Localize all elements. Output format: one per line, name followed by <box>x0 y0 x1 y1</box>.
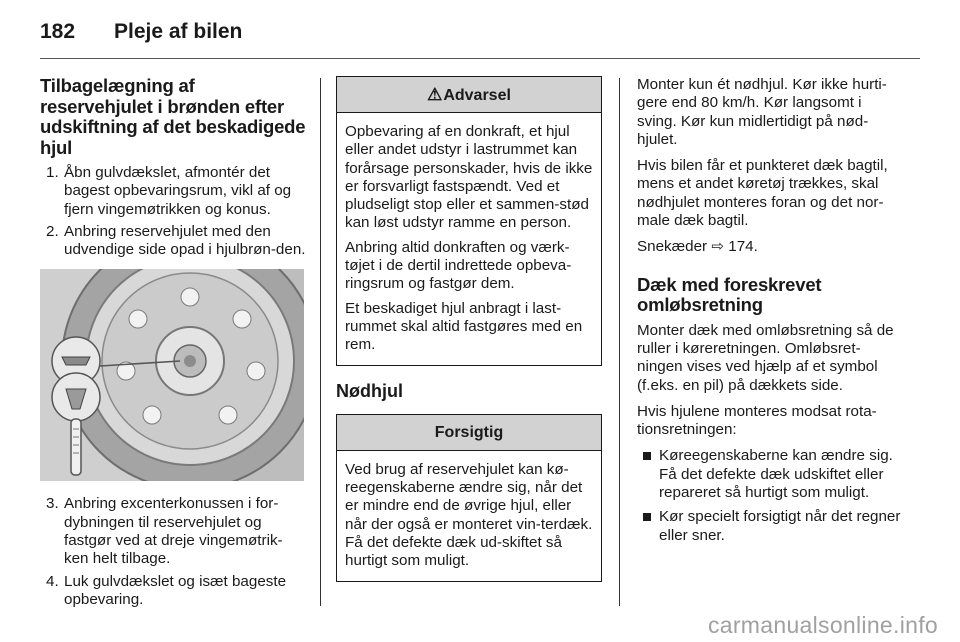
step-text: Anbring excenterkonussen i for-dybningen til reservehjulet og fastgør ved at dreje vingemøtrik-ken helt tilbage. <box>64 495 283 568</box>
section-heading-emergency-wheel: Nødhjul <box>336 380 403 401</box>
page-number: 182 <box>40 20 76 43</box>
step-item <box>40 495 306 568</box>
column-divider-1 <box>320 78 321 606</box>
paragraph: Monter dæk med omløbsretning så de ruller i køreretningen. Omløbsret-ningen vises ved hjælp af et symbol (f.eks. en pil) på dækkets side. <box>637 321 894 394</box>
spare-wheel-illustration <box>40 269 304 481</box>
watermark: carmanualsonline.info <box>707 612 938 638</box>
caution-paragraph: Ved brug af reservehjulet kan kø-reegenskaberne ændre sig, når det er mindre end de øvrige hjul, eller når der også er monteret vin-terdæk. Få det defekte dæk ud-skiftet så hurtigt som muligt. <box>345 460 593 570</box>
caution-body <box>337 451 601 581</box>
bullet-square-icon <box>643 513 651 521</box>
paragraph: Monter kun ét nødhjul. Kør ikke hurti-gere end 80 km/h. Kør langsomt i sving. Kør kun midlertidigt på nød-hjulet. <box>637 76 887 148</box>
step-text: Åbn gulvdækslet, afmontér det bagest opbevaringsrum, vikl af og fjern vingemøtrikken og konus. <box>64 164 292 218</box>
paragraph: Hvis bilen får et punkteret dæk bagtil, mens et andet køretøj trækkes, skal nødhjulet monteres foran og det nor-male dæk bagtil. <box>637 157 888 230</box>
step-number: 4. <box>46 572 59 590</box>
warning-box <box>336 76 602 366</box>
bullet-text: Kør specielt forsigtigt når det regner eller sner. <box>659 508 901 544</box>
step-item <box>40 573 306 610</box>
page-title: Pleje af bilen <box>114 20 243 43</box>
section-heading-spare-wheel: Tilbagelægning af reservehjulet i brønden efter udskiftning af det beskadigede hjul <box>40 75 306 158</box>
reference-page-link[interactable]: 174. <box>728 238 758 256</box>
page-header <box>40 20 920 48</box>
header-rule <box>40 58 920 59</box>
warning-body <box>337 113 601 365</box>
warning-header <box>337 77 601 113</box>
spare-wheel-drawing <box>40 269 304 481</box>
caution-header: Forsigtig <box>337 415 601 451</box>
step-number: 2. <box>46 222 59 240</box>
paragraph: Hvis hjulene monteres modsat rota-tionsretningen: <box>637 402 877 439</box>
step-text: Luk gulvdækslet og isæt bageste opbevaring. <box>64 572 287 608</box>
column-1 <box>40 76 306 613</box>
step-item <box>40 223 306 260</box>
bullet-square-icon <box>643 452 651 460</box>
caution-box <box>336 414 602 582</box>
warning-title: Advarsel <box>443 87 511 104</box>
warning-paragraph: Et beskadiget hjul anbragt i last-rummet skal altid fastgøres med en rem. <box>345 299 583 354</box>
warning-paragraph: Anbring altid donkraften og værk-tøjet i de dertil indrettede opbeva-ringsrum og fastgør dem. <box>345 238 572 293</box>
section-heading-directional-tyres: Dæk med foreskrevet omløbsretning <box>637 273 822 316</box>
bullet-item <box>637 508 905 545</box>
column-divider-2 <box>619 78 620 606</box>
warning-paragraph: Opbevaring af en donkraft, et hjul eller andet udstyr i lastrummet kan forårsage personskader, hvis de ikke er forsvarligt fastspændt. Ved et pludseligt stop eller et sammen-stød kan løst udstyr ramme en person. <box>345 123 593 232</box>
step-item <box>40 164 306 219</box>
column-2 <box>336 76 602 596</box>
warning-icon: ⚠ <box>427 85 443 104</box>
bullet-item <box>637 447 905 502</box>
arrow-icon: ⇨ <box>711 238 725 256</box>
cross-reference <box>637 238 905 256</box>
step-text: Anbring reservehjulet med den udvendige side opad i hjulbrøn-den. <box>64 222 306 259</box>
reference-label: Snekæder <box>637 238 708 256</box>
bullet-text: Køreegenskaberne kan ændre sig. Få det defekte dæk udskiftet eller repareret så hurtigt som muligt. <box>659 447 893 502</box>
step-number: 3. <box>46 495 59 513</box>
column-3 <box>637 76 905 551</box>
step-number: 1. <box>46 164 59 181</box>
